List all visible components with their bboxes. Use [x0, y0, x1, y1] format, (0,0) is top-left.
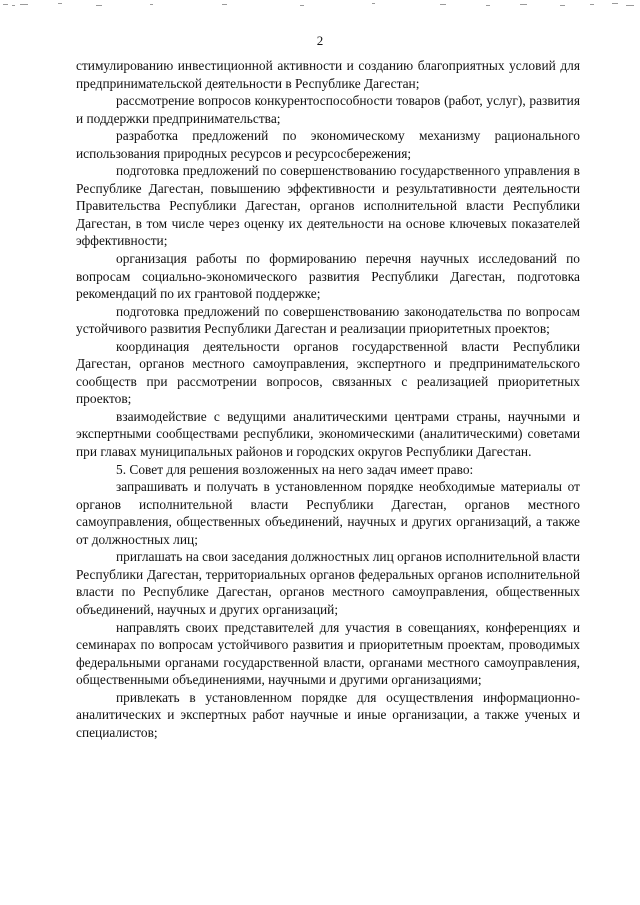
document-body — [76, 57, 580, 741]
page-number: 2 — [316, 33, 324, 48]
paragraph: координация деятельности органов государственной власти Республики Дагестан, органов местного самоуправления, экспертного и предпринимательского сообществ при рассмотрении вопросов, связанных с реализацией приоритетных проектов; — [76, 338, 580, 407]
paragraph: разработка предложений по экономическому механизму рационального использования природных ресурсов и ресурсосбережения; — [76, 128, 580, 161]
paragraph: подготовка предложений по совершенствованию законодательства по вопросам устойчивого развития Республики Дагестан и реализации приоритетных проектов; — [76, 303, 580, 337]
paragraph: взаимодействие с ведущими аналитическими центрами страны, научными и экспертными сообществами республики, экономическими (аналитическими) советами при главах муниципальных районов и городских округов Республики Дагестан. — [76, 408, 580, 460]
paragraph: стимулированию инвестиционной активности и созданию благоприятных условий для предпринимательской деятельности в Республике Дагестан; — [76, 58, 580, 91]
paragraph: приглашать на свои заседания должностных лиц органов исполнительной власти Республики Дагестан, территориальных органов федеральных органов исполнительной власти по Республике Дагестан, органов местного самоуправления, общественных объединений, научных и других организаций; — [76, 549, 580, 617]
paragraph: направлять своих представителей для участия в совещаниях, конференциях и семинарах по вопросам устойчивого развития и приоритетным проектам, проводимых федеральными органами государственной власти, органами местного самоуправления, общественными объединениями, научными и другими организациями; — [76, 619, 580, 688]
paragraph: рассмотрение вопросов конкурентоспособности товаров (работ, услуг), развития и поддержки предпринимательства; — [76, 93, 580, 126]
paragraph: организация работы по формированию перечня научных исследований по вопросам социально-экономического развития Республики Дагестан, подготовка рекомендаций по их грантовой поддержке; — [76, 251, 580, 302]
paragraph: запрашивать и получать в установленном порядке необходимые материалы от органов исполнительной власти Республики Дагестан, органов местного самоуправления, общественных объединений, научных и других организаций, а также от должностных лиц; — [76, 479, 580, 547]
scan-artifact-marks — [0, 0, 640, 14]
paragraph: привлекать в установленном порядке для осуществления информационно-аналитических и экспертных работ научные и иные организации, а также ученых и специалистов; — [76, 689, 580, 740]
section-heading: 5. Совет для решения возложенных на него задач имеет право: — [116, 461, 474, 477]
paragraph: подготовка предложений по совершенствованию государственного управления в Республике Дагестан, повышению эффективности и результативности деятельности Правительства Республики Дагестан, органов исполнительной власти Республики Дагестан, в том числе через оценку их деятельности на основе ключевых показателей эффективности; — [76, 163, 580, 249]
